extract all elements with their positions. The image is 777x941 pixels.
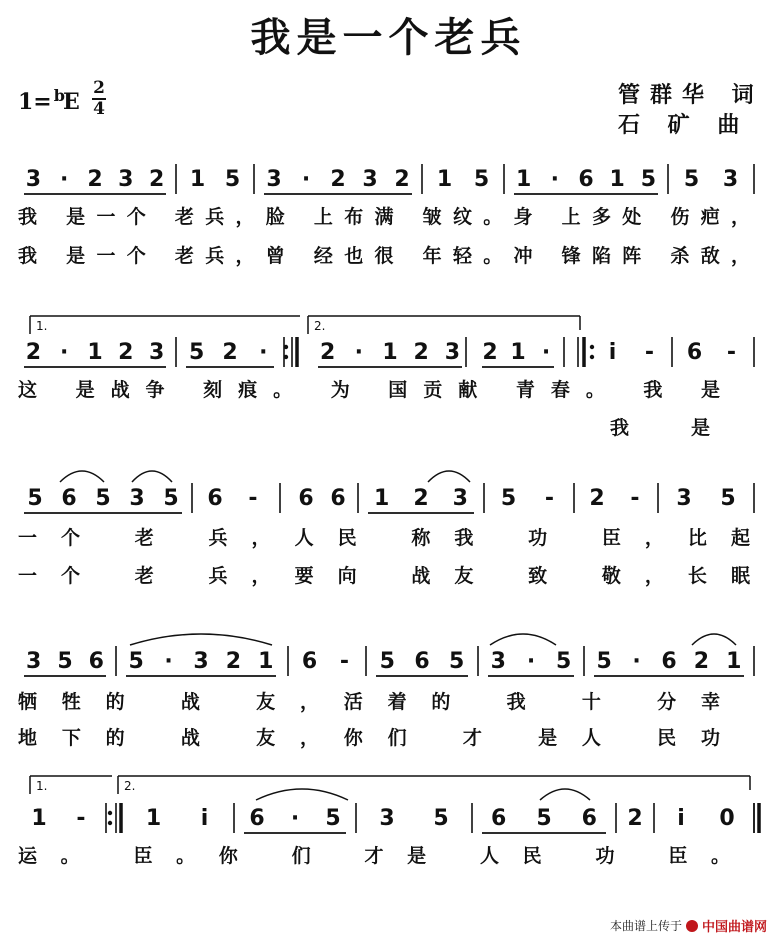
note: 3 — [722, 167, 739, 192]
note: · — [290, 806, 300, 831]
repeat-end-dot — [284, 345, 288, 349]
note: 2 — [319, 340, 336, 365]
note: 5 — [57, 649, 73, 674]
note: · — [354, 340, 363, 365]
note: - — [630, 486, 640, 511]
note: 1 — [145, 806, 162, 831]
note: 6 — [581, 806, 597, 831]
site-logo-icon — [686, 920, 698, 932]
note: 3 — [129, 486, 145, 511]
note: 2 — [225, 649, 242, 674]
note: - — [248, 486, 258, 511]
footer-text: 本曲谱上传于 — [609, 919, 682, 933]
note: 1 — [515, 167, 532, 192]
note: 2 — [25, 340, 42, 365]
note: 5 — [325, 806, 341, 831]
note: 3 — [362, 167, 378, 192]
note: 5 — [556, 649, 572, 674]
note: 5 — [379, 649, 395, 674]
note: 3 — [193, 649, 209, 674]
volta-label: 2. — [124, 779, 136, 793]
note: 6 — [61, 486, 77, 511]
note: 6 — [301, 649, 318, 674]
note: 5 — [433, 806, 449, 831]
repeat-start-dot — [590, 345, 594, 349]
song-title: 我是一个老兵 — [250, 14, 527, 61]
note: 2 — [413, 340, 429, 365]
note: · — [164, 649, 173, 674]
note: - — [644, 340, 655, 365]
note: 6 — [330, 486, 346, 511]
composer-credit: 石 矿 曲 — [618, 113, 750, 138]
note: - — [339, 649, 350, 674]
note: · — [541, 340, 551, 365]
note: 6 — [578, 167, 594, 192]
note: 5 — [163, 486, 179, 511]
note: 5 — [128, 649, 144, 674]
note: 2 — [222, 340, 238, 365]
note: · — [526, 649, 536, 674]
note: 3 — [266, 167, 282, 192]
note: - — [76, 806, 86, 831]
note: 3 — [452, 486, 468, 511]
key-note: E — [62, 89, 80, 115]
note: 6 — [207, 486, 223, 511]
volta-label: 2. — [314, 319, 326, 333]
lyricist-credit: 管群华 词 — [618, 83, 764, 108]
note: 2 — [413, 486, 429, 511]
note: 1 — [436, 167, 453, 192]
slur-arc — [490, 634, 556, 645]
volta-label: 1. — [36, 779, 48, 793]
note: 2 — [330, 167, 346, 192]
note: 1 — [189, 167, 206, 192]
note: · — [60, 167, 69, 192]
note: 3 — [148, 340, 165, 365]
note: 5 — [596, 649, 612, 674]
lyric-verse-2: 我 是一个 老兵，曾 经也很 年轻。冲 锋陷阵 杀敌， — [18, 245, 750, 267]
note: 5 — [536, 806, 552, 831]
repeat-start-dot — [590, 355, 594, 359]
key-prefix: 1= — [18, 89, 52, 115]
note: 5 — [224, 167, 241, 192]
note: 2 — [693, 649, 710, 674]
note: 1 — [87, 340, 103, 365]
note: 5 — [189, 340, 205, 365]
slur-arc — [428, 471, 470, 482]
note: - — [544, 486, 555, 511]
note: 5 — [720, 486, 736, 511]
time-bottom: 4 — [93, 99, 105, 119]
slur-arc — [132, 471, 172, 482]
note: 6 — [686, 340, 703, 365]
score-notation — [18, 164, 759, 867]
note: 1 — [374, 486, 390, 511]
time-top: 2 — [93, 78, 105, 98]
note: 3 — [379, 806, 395, 831]
note: 1 — [609, 167, 625, 192]
flat-sign: b — [53, 86, 65, 105]
note: - — [726, 340, 737, 365]
note: 0 — [719, 806, 735, 831]
lyric-verse-2: 我 是 — [610, 417, 710, 439]
note: 3 — [25, 167, 42, 192]
note: 3 — [490, 649, 506, 674]
note: 6 — [491, 806, 507, 831]
note: 5 — [95, 486, 111, 511]
note: 5 — [473, 167, 490, 192]
note: 3 — [118, 167, 134, 192]
lyric-verse-1: 运。 臣。你 们 才是 人民 功 臣。 — [18, 845, 730, 867]
lyric-verse-2: 一个 老 兵，要向 战友 致 敬，长眠 — [18, 565, 751, 587]
note: 5 — [683, 167, 700, 192]
note: 1 — [382, 340, 398, 365]
volta-label: 1. — [36, 319, 48, 333]
note: 3 — [26, 649, 42, 674]
note: i — [608, 340, 617, 365]
note: 2 — [627, 806, 643, 831]
note: 1 — [31, 806, 47, 831]
footer — [610, 916, 767, 935]
lyric-verse-1: 我 是一个 老兵，脸 上布满 皱纹。身 上多处 伤疤， — [18, 206, 750, 228]
repeat-end-2-dot — [108, 811, 112, 815]
slur-arc — [256, 789, 348, 800]
note: 5 — [500, 486, 517, 511]
note: · — [301, 167, 311, 192]
note: 3 — [444, 340, 461, 365]
note: 6 — [661, 649, 677, 674]
lyric-verse-1: 牺牲的 战 友，活着的 我 十 分幸 — [18, 691, 720, 713]
slur-arc — [540, 789, 590, 800]
note: 2 — [118, 340, 134, 365]
note: 6 — [88, 649, 104, 674]
slur-arc — [130, 634, 272, 645]
note: · — [60, 340, 69, 365]
note: 5 — [27, 486, 43, 511]
repeat-end-dot — [284, 355, 288, 359]
note: · — [259, 340, 268, 365]
repeat-end-2-dot — [108, 821, 112, 825]
slur-arc — [60, 471, 104, 482]
note: 5 — [640, 167, 657, 192]
note: 2 — [482, 340, 498, 365]
note: · — [632, 649, 641, 674]
note: 1 — [258, 649, 274, 674]
note: 2 — [589, 486, 605, 511]
note: i — [200, 806, 209, 831]
note: 2 — [148, 167, 165, 192]
note: 5 — [449, 649, 465, 674]
footer-site: 中国曲谱网 — [701, 920, 767, 935]
note: 3 — [676, 486, 692, 511]
note: 1 — [726, 649, 742, 674]
note: · — [550, 167, 559, 192]
note: 2 — [87, 167, 103, 192]
note: 1 — [510, 340, 526, 365]
lyric-verse-1: 一个 老 兵，人民 称我 功 臣，比起 — [18, 527, 751, 549]
lyric-verse-2: 地下的 战 友，你们 才 是人 民功 — [18, 727, 720, 749]
note: 6 — [298, 486, 314, 511]
slur-arc — [692, 634, 736, 645]
note: 2 — [394, 167, 410, 192]
lyric-verse-1: 这 是战争 刻痕。 为 国贡献 青春。 我 是 — [18, 379, 720, 401]
note: i — [677, 806, 685, 831]
note: 6 — [249, 806, 265, 831]
note: 6 — [414, 649, 430, 674]
